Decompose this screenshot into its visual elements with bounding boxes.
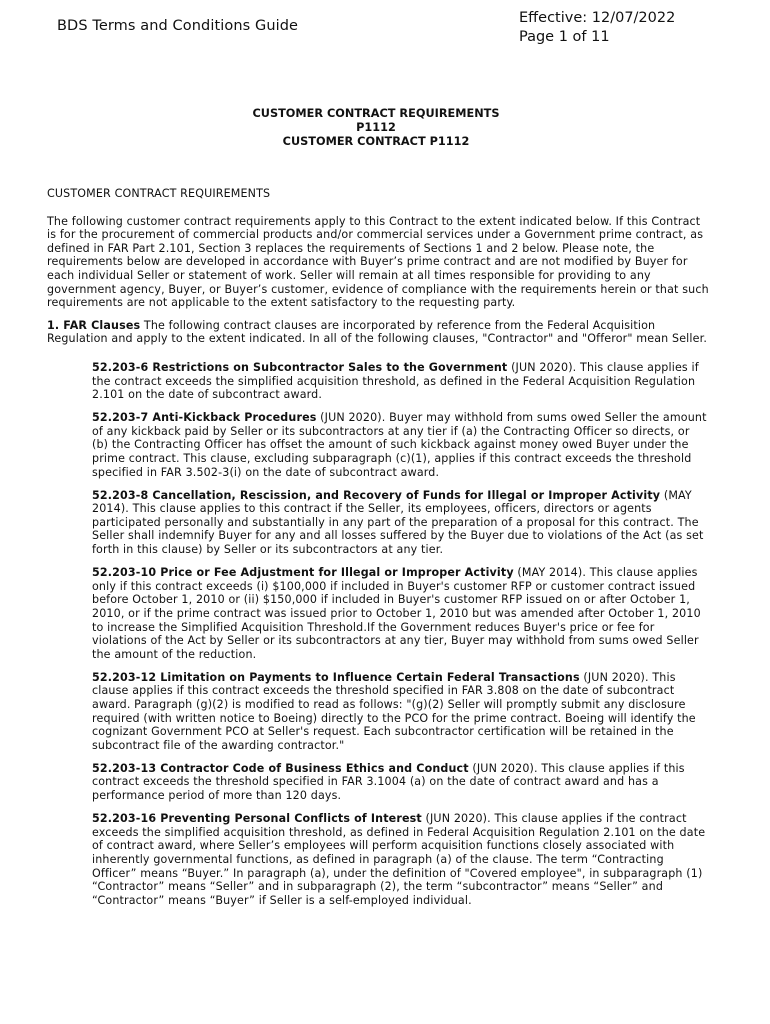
- clause-text: (JUN 2020). This clause applies if the contract exceeds the simplified acquisition threshold, as defined in the Federal Acquisition Regulation 2.101 on the date of subcontract award.: [92, 360, 699, 402]
- clause-52-203-8: [92, 489, 709, 557]
- section-heading: CUSTOMER CONTRACT REQUIREMENTS: [47, 187, 271, 200]
- clause-text: (JUN 2020). This clause applies if the contract exceeds the simplified acquisition threshold, as defined in Federal Acquisition Regulation 2.101 on the date of contract award, where Seller’s employees will perform acquisition functions closely associated with inherently governmental functions, as defined in paragraph (a) of the clause. The term “Contracting Officer” means “Buyer.” In paragraph (a), under the definition of "Covered employee", in subparagraph (1) “Contractor” means “Seller” and in subparagraph (2), the term “subcontractor” means “Seller” and “Contractor” means “Buyer” if Seller is a self-employed individual.: [92, 812, 706, 907]
- clause-title: 52.203-16 Preventing Personal Conflicts of Interest: [92, 812, 422, 826]
- clause-title: 52.203-8 Cancellation, Rescission, and Recovery of Funds for Illegal or Improper Activity: [92, 488, 661, 502]
- far-clauses-paragraph: [47, 319, 709, 346]
- guide-title: BDS Terms and Conditions Guide: [57, 18, 299, 34]
- clause-52-203-16: [92, 812, 709, 907]
- clause-text: (JUN 2020). Buyer may withhold from sums owed Seller the amount of any kickback paid by Seller or its subcontractors at any tier if (a) the Contracting Officer so directs, or (b) the Contracting Officer has offset the amount of such kickback against money owed Buyer under the prime contract. This clause, excluding subparagraph (c)(1), applies if this contract exceeds the threshold specified in FAR 3.502-3(i) on the date of subcontract award.: [92, 411, 707, 479]
- intro-paragraph: The following customer contract requirements apply to this Contract to the extent indicated below. If this Contract is for the procurement of commercial products and/or commercial services under a Government prime contract, as defined in FAR Part 2.101, Section 3 replaces the requirements of Sections 1 and 2 below. Please note, the requirements below are developed in accordance with Buyer’s prime contract and are not modified by Buyer for each individual Seller or statement of work. Seller will remain at all times responsible for providing to any government agency, Buyer, or Buyer’s customer, evidence of compliance with the requirements herein or that such requirements are not applicable to the extent satisfactory to the requesting party.: [47, 214, 709, 310]
- page-number: Page 1 of 11: [519, 29, 610, 45]
- clause-52-203-6: [92, 361, 709, 402]
- title-line-3: CUSTOMER CONTRACT P1112: [282, 135, 470, 148]
- clause-52-203-7: [92, 411, 709, 479]
- document-body: [47, 187, 709, 917]
- header-right: [519, 9, 675, 47]
- clause-title: 52.203-6 Restrictions on Subcontractor Sales to the Government: [92, 360, 508, 374]
- clause-title: 52.203-10 Price or Fee Adjustment for Illegal or Improper Activity: [92, 566, 514, 580]
- title-line-2: P1112: [356, 121, 396, 134]
- clause-text: (MAY 2014). This clause applies only if this contract exceeds (i) $100,000 if included in Buyer's customer RFP or customer contract issued before October 1, 2010 or (ii) $150,000 if included in Buyer's customer RFP issued on or after October 1, 2010, or if the prime contract was issued prior to October 1, 2010 but was amended after October 1, 2010 to increase the Simplified Acquisition Threshold.If the Government reduces Buyer's price or fee for violations of the Act by Seller or its subcontractors at any tier, Buyer may withhold from sums owed Seller the amount of the reduction.: [92, 566, 701, 661]
- far-clauses-title: 1. FAR Clauses: [47, 318, 141, 332]
- document-title: [0, 107, 752, 149]
- clause-title: 52.203-13 Contractor Code of Business Ethics and Conduct: [92, 761, 469, 775]
- clause-52-203-10: [92, 566, 709, 661]
- title-line-1: CUSTOMER CONTRACT REQUIREMENTS: [252, 107, 500, 120]
- far-clauses-text: The following contract clauses are incorporated by reference from the Federal Acquisition Regulation and apply to the extent indicated. In all of the following clauses, "Contractor" and "Offeror" mean Seller.: [47, 318, 707, 346]
- clause-title: 52.203-7 Anti-Kickback Procedures: [92, 411, 317, 425]
- clause-text: (MAY 2014). This clause applies to this contract if the Seller, its employees, officers, directors or agents participated personally and substantially in any part of the preparation of a proposal for this contract. The Seller shall indemnify Buyer for any and all losses suffered by the Buyer due to violations of the Act (as set forth in this clause) by Seller or its subcontractors at any tier.: [92, 488, 704, 557]
- clause-title: 52.203-12 Limitation on Payments to Influence Certain Federal Transactions: [92, 670, 580, 684]
- clause-52-203-13: [92, 762, 709, 803]
- clause-52-203-12: [92, 671, 709, 753]
- clause-text: (JUN 2020). This clause applies if this contract exceeds the threshold specified in FAR 3.808 on the date of subcontract award. Paragraph (g)(2) is modified to read as follows: "(g)(2) Seller will promptly submit any disclosure required (with written notice to Boeing) directly to the PCO for the prime contract. Boeing will identify the cognizant Government PCO at Seller's request. Each subcontractor certification will be retained in the subcontract file of the awarding contractor.": [92, 670, 696, 752]
- clause-text: (JUN 2020). This clause applies if this contract exceeds the threshold specified in FAR 3.1004 (a) on the date of contract award and has a performance period of more than 120 days.: [92, 761, 685, 803]
- effective-date: Effective: 12/07/2022: [519, 10, 676, 26]
